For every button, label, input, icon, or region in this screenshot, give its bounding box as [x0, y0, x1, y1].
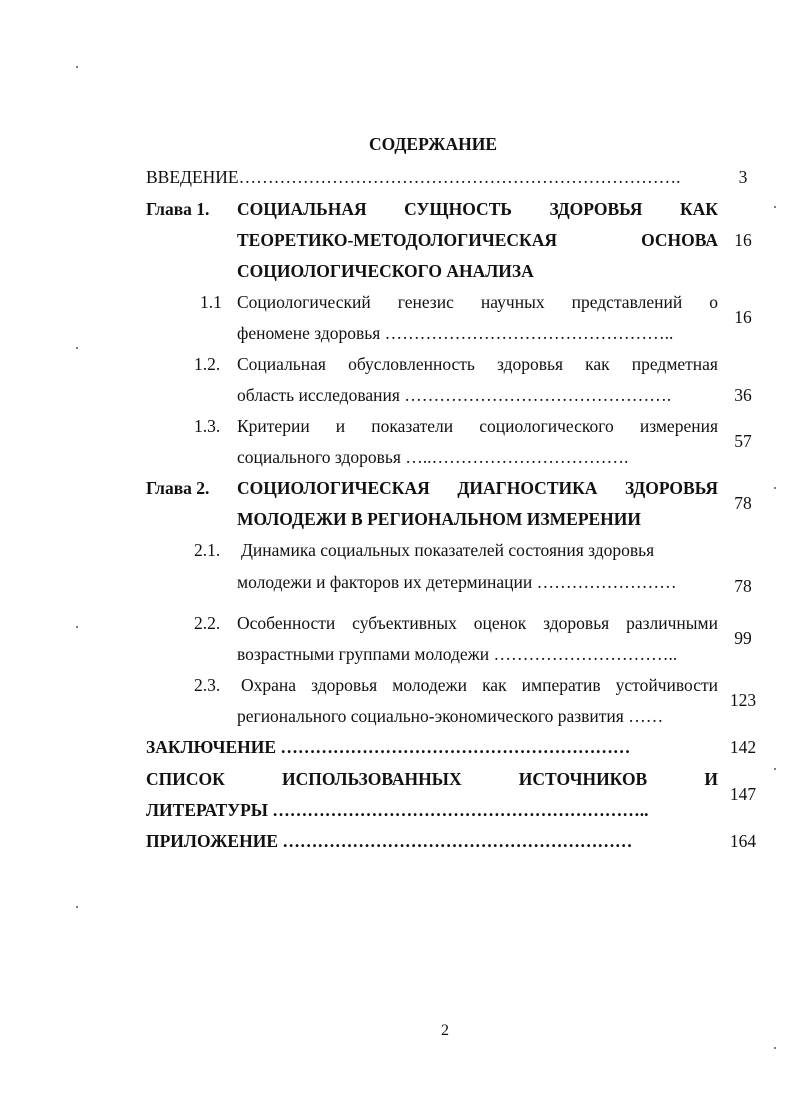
- chapter-2-title-line: МОЛОДЕЖИ В РЕГИОНАЛЬНОМ ИЗМЕРЕНИИ: [237, 509, 642, 529]
- chapter-1-page: 16: [734, 230, 752, 250]
- section-title-line: регионального социально-экономического развития ……: [237, 706, 664, 726]
- chapter-2-title-line: СОЦИОЛОГИЧЕСКАЯ ДИАГНОСТИКА ЗДОРОВЬЯ: [237, 478, 718, 498]
- chapter-2-page: 78: [734, 493, 752, 513]
- conclusion-page: 142: [729, 737, 757, 757]
- references-title-line: ЛИТЕРАТУРЫ ………………………………………………………..: [146, 800, 649, 820]
- appendix-text: ПРИЛОЖЕНИЕ ……………………………………………………: [146, 831, 633, 851]
- references-title-line: СПИСОК ИСПОЛЬЗОВАННЫХ ИСТОЧНИКОВ И: [146, 769, 718, 789]
- conclusion-text: ЗАКЛЮЧЕНИЕ ……………………………………………………: [146, 737, 631, 757]
- toc-intro-page: 3: [738, 167, 748, 187]
- section-page: 99: [734, 628, 752, 648]
- section-page: 36: [734, 385, 752, 405]
- chapter-2-label: Глава 2.: [146, 478, 210, 498]
- scan-speck: [774, 1047, 776, 1049]
- section-page: 78: [734, 576, 752, 596]
- toc-intro-text: ВВЕДЕНИЕ………………………………………………………………….: [146, 167, 681, 187]
- section-title-line: возрастными группами молодежи …………………………..: [237, 644, 678, 664]
- chapter-1-title-line: СОЦИОЛОГИЧЕСКОГО АНАЛИЗА: [237, 261, 534, 281]
- scan-speck: [774, 487, 776, 489]
- chapter-1-label: Глава 1.: [146, 199, 210, 219]
- chapter-1-title-line: СОЦИАЛЬНАЯ СУЩНОСТЬ ЗДОРОВЬЯ КАК: [237, 199, 718, 219]
- section-page: 16: [734, 307, 752, 327]
- section-number: 1.1: [200, 292, 222, 312]
- section-title-line: социального здоровья …..…………………………….: [237, 447, 629, 467]
- section-title-line: феномене здоровья …………………………………………..: [237, 323, 674, 343]
- page-number: 2: [441, 1022, 449, 1039]
- section-title-line: Особенности субъективных оценок здоровья различными: [237, 613, 718, 633]
- scan-speck: [774, 206, 776, 208]
- chapter-1-title-line: ТЕОРЕТИКО-МЕТОДОЛОГИЧЕСКАЯ ОСНОВА: [237, 230, 718, 250]
- scan-speck: [76, 626, 78, 628]
- section-title-line: область исследования ……………………………………….: [237, 385, 672, 405]
- section-number: 2.2.: [194, 613, 221, 633]
- appendix-page: 164: [729, 831, 757, 851]
- section-title-line: Социальная обусловленность здоровья как предметная: [237, 354, 718, 374]
- section-number: 1.3.: [194, 416, 221, 436]
- section-page: 123: [729, 690, 757, 710]
- section-title-line: Социологический генезис научных представлений о: [237, 292, 718, 312]
- section-number: 2.3.: [194, 675, 221, 695]
- page-title: СОДЕРЖАНИЕ: [368, 134, 497, 154]
- scan-speck: [76, 347, 78, 349]
- scan-speck: [774, 768, 776, 770]
- section-page: 57: [734, 431, 752, 451]
- section-title-line: Охрана здоровья молодежи как императив устойчивости: [241, 675, 718, 695]
- references-page: 147: [729, 784, 757, 804]
- section-number: 2.1.: [194, 540, 221, 560]
- section-title-line: Критерии и показатели социологического измерения: [237, 416, 718, 436]
- section-title-line: молодежи и факторов их детерминации ……………………: [237, 572, 677, 592]
- scan-speck: [76, 906, 78, 908]
- scan-speck: [76, 66, 78, 68]
- section-title-line: Динамика социальных показателей состояния здоровья: [241, 540, 655, 560]
- section-number: 1.2.: [194, 354, 221, 374]
